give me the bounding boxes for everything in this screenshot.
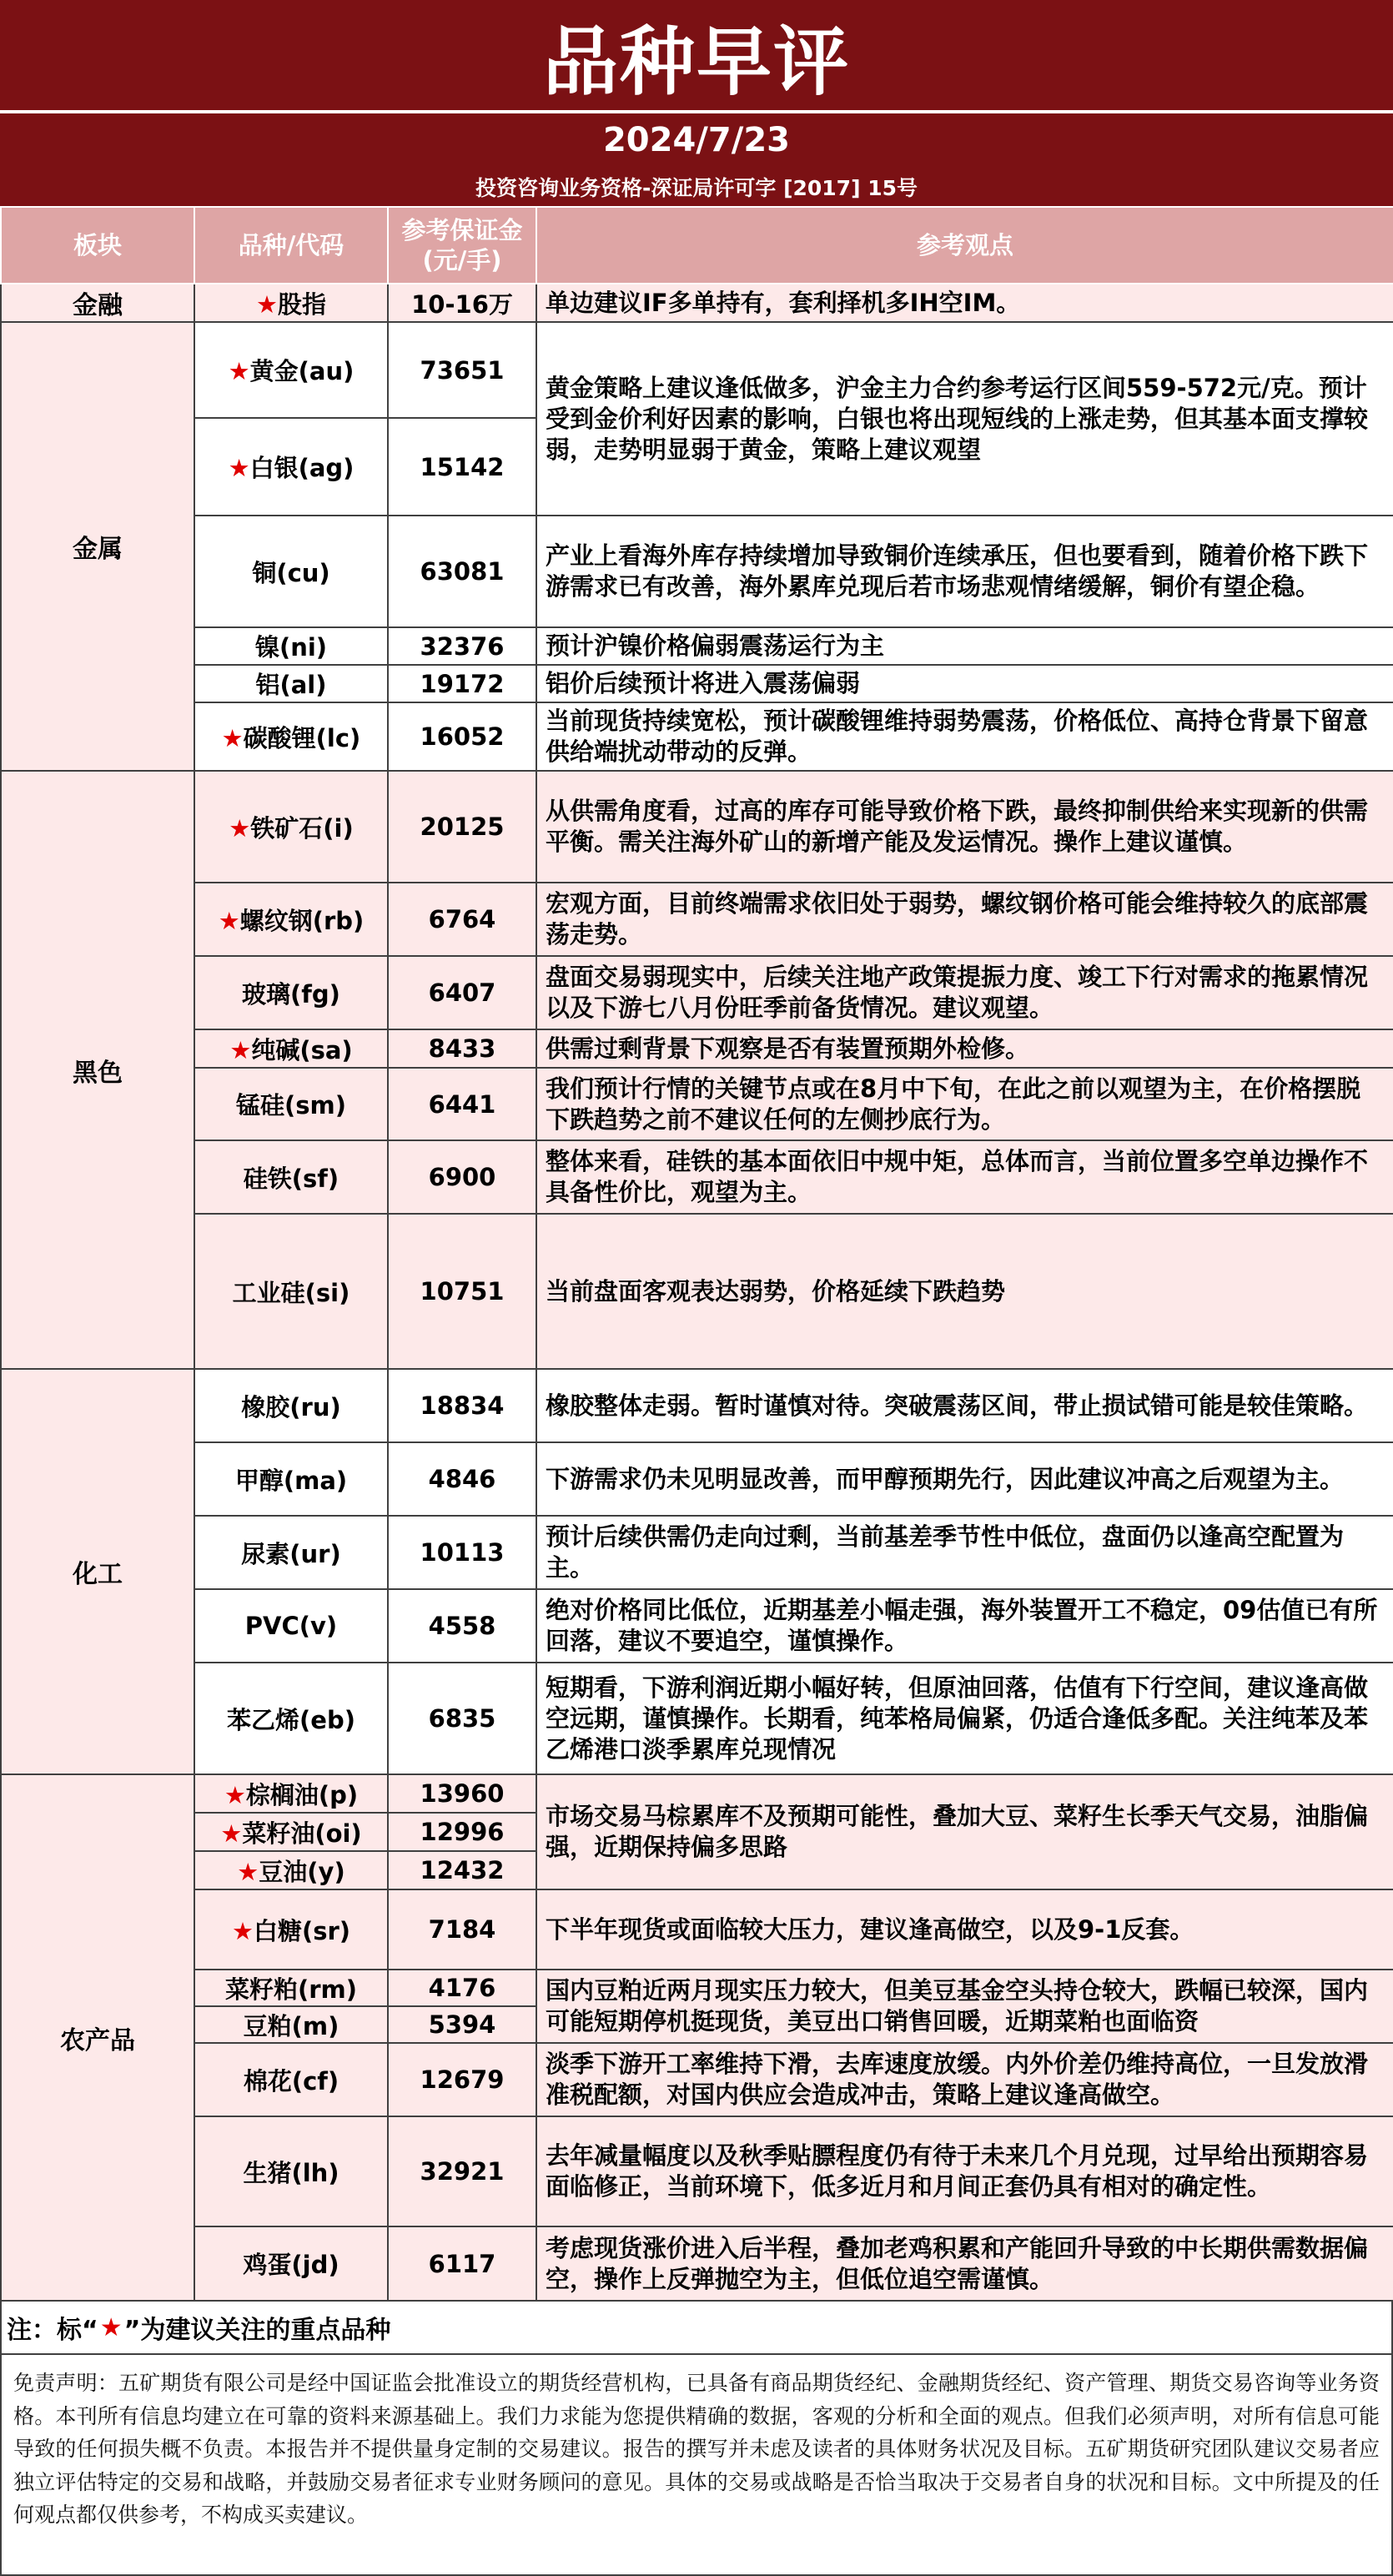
margin-cell: 20125 (388, 771, 536, 883)
view-cell: 去年减量幅度以及秋季贴膘程度仍有待于未来几个月兑现，过早给出预期容易面临修正，当前环境下，低多近月和月间正套仍具有相对的确定性。 (536, 2116, 1393, 2226)
variety-cell: 苯乙烯(eb) (194, 1663, 388, 1774)
margin-cell: 32921 (388, 2116, 536, 2226)
table-row (1, 2116, 1393, 2226)
margin-cell: 12996 (388, 1813, 536, 1851)
variety-cell: ★白糖(sr) (194, 1889, 388, 1970)
margin-cell: 32376 (388, 627, 536, 665)
table-row (1, 883, 1393, 956)
margin-cell: 6764 (388, 883, 536, 956)
view-cell: 供需过剩背景下观察是否有装置预期外检修。 (536, 1029, 1393, 1068)
variety-cell: ★豆油(y) (194, 1851, 388, 1889)
margin-cell: 6835 (388, 1663, 536, 1774)
star-legend-note (0, 2302, 1393, 2355)
table-row (1, 516, 1393, 627)
table-row (1, 627, 1393, 665)
view-cell: 短期看，下游利润近期小幅好转，但原油回落，估值有下行空间，建议逢高做空远期，谨慎操作。长期看，纯苯格局偏紧，仍适合逢低多配。关注纯苯及苯乙烯港口淡季累库兑现情况 (536, 1663, 1393, 1774)
table-row (1, 665, 1393, 702)
variety-cell: 豆粕(m) (194, 2006, 388, 2043)
table-row (1, 1970, 1393, 2006)
variety-cell: 尿素(ur) (194, 1516, 388, 1589)
variety-cell: ★黄金(au) (194, 322, 388, 418)
table-row (1, 284, 1393, 322)
column-header-margin (388, 207, 536, 284)
table-row (1, 1068, 1393, 1140)
view-cell: 整体来看，硅铁的基本面依旧中规中矩，总体而言，当前位置多空单边操作不具备性价比，观望为主。 (536, 1140, 1393, 1214)
variety-cell: 玻璃(fg) (194, 956, 388, 1029)
margin-cell: 4846 (388, 1442, 536, 1516)
variety-cell: ★纯碱(sa) (194, 1029, 388, 1068)
report-date: 2024/7/23 (0, 113, 1393, 167)
view-cell: 预计沪镍价格偏弱震荡运行为主 (536, 627, 1393, 665)
sector-cell: 黑色 (1, 771, 194, 1369)
margin-cell: 13960 (388, 1774, 536, 1813)
margin-header-line2: (元/手) (422, 246, 502, 274)
variety-cell: 铝(al) (194, 665, 388, 702)
margin-cell: 7184 (388, 1889, 536, 1970)
variety-cell: ★棕榈油(p) (194, 1774, 388, 1813)
table-row (1, 1589, 1393, 1663)
margin-cell: 15142 (388, 418, 536, 516)
column-header-view: 参考观点 (536, 207, 1393, 284)
table-row (1, 1516, 1393, 1589)
view-cell: 从供需角度看，过高的库存可能导致价格下跌，最终抑制供给来实现新的供需平衡。需关注海外矿山的新增产能及发运情况。操作上建议谨慎。 (536, 771, 1393, 883)
margin-cell: 5394 (388, 2006, 536, 2043)
variety-cell: ★菜籽油(oi) (194, 1813, 388, 1851)
table-row (1, 1663, 1393, 1774)
margin-cell: 6117 (388, 2226, 536, 2301)
variety-cell: 镍(ni) (194, 627, 388, 665)
view-cell: 下半年现货或面临较大压力，建议逢高做空，以及9-1反套。 (536, 1889, 1393, 1970)
margin-cell: 10751 (388, 1214, 536, 1369)
star-icon: ★ (224, 1780, 246, 1809)
license-line: 投资咨询业务资格-深证局许可字 [2017] 15号 (0, 167, 1393, 206)
view-cell: 铝价后续预计将进入震荡偏弱 (536, 665, 1393, 702)
morning-review-table (0, 206, 1393, 2302)
sector-cell: 农产品 (1, 1774, 194, 2301)
note-prefix: 注：标“ (7, 2316, 98, 2345)
margin-cell: 6441 (388, 1068, 536, 1140)
view-cell: 黄金策略上建议逢低做多，沪金主力合约参考运行区间559-572元/克。预计受到金价利好因素的影响，白银也将出现短线的上涨走势，但其基本面支撑较弱，走势明显弱于黄金，策略上建议观望 (536, 322, 1393, 516)
star-icon: ★ (228, 454, 250, 482)
table-header-row (1, 207, 1393, 284)
variety-cell: 菜籽粕(rm) (194, 1970, 388, 2006)
view-cell: 当前盘面客观表达弱势，价格延续下跌趋势 (536, 1214, 1393, 1369)
variety-cell: ★铁矿石(i) (194, 771, 388, 883)
sector-cell: 金融 (1, 284, 194, 322)
table-row (1, 2043, 1393, 2116)
disclaimer-text: 免责声明：五矿期货有限公司是经中国证监会批准设立的期货经营机构，已具备有商品期货经纪、金融期货经纪、资产管理、期货交易咨询等业务资格。本刊所有信息均建立在可靠的资料来源基础上。我们力求能为您提供精确的数据，客观的分析和全面的观点。但我们必须声明，对所有信息可能导致的任何损失概不负责。本报告并不提供量身定制的交易建议。报告的撰写并未虑及读者的具体财务状况及目标。五矿期货研究团队建议交易者应独立评估特定的交易和战略，并鼓励交易者征求专业财务顾问的意见。具体的交易或战略是否恰当取决于交易者自身的状况和目标。文中所提及的任何观点都仅供参考，不构成买卖建议。 (0, 2355, 1393, 2576)
star-icon: ★ (229, 813, 251, 843)
view-cell: 预计后续供需仍走向过剩，当前基差季节性中低位，盘面仍以逢高空配置为主。 (536, 1516, 1393, 1589)
table-row (1, 956, 1393, 1029)
view-cell: 当前现货持续宽松，预计碳酸锂维持弱势震荡，价格低位、高持仓背景下留意供给端扰动带动的反弹。 (536, 702, 1393, 771)
table-row (1, 1442, 1393, 1516)
page-title: 品种早评 (0, 0, 1393, 112)
variety-cell: 棉花(cf) (194, 2043, 388, 2116)
table-row (1, 2226, 1393, 2301)
margin-cell: 6407 (388, 956, 536, 1029)
view-cell: 市场交易马棕累库不及预期可能性，叠加大豆、菜籽生长季天气交易，油脂偏强，近期保持偏多思路 (536, 1774, 1393, 1889)
view-cell: 盘面交易弱现实中，后续关注地产政策提振力度、竣工下行对需求的拖累情况以及下游七八月份旺季前备货情况。建议观望。 (536, 956, 1393, 1029)
star-icon: ★ (231, 1916, 254, 1945)
star-icon: ★ (220, 1819, 243, 1848)
margin-cell: 12432 (388, 1851, 536, 1889)
margin-cell: 10113 (388, 1516, 536, 1589)
margin-cell: 63081 (388, 516, 536, 627)
table-row (1, 1214, 1393, 1369)
margin-cell: 8433 (388, 1029, 536, 1068)
view-cell: 考虑现货涨价进入后半程，叠加老鸡积累和产能回升导致的中长期供需数据偏空，操作上反弹抛空为主，但低位追空需谨慎。 (536, 2226, 1393, 2301)
variety-cell: 锰硅(sm) (194, 1068, 388, 1140)
margin-cell: 19172 (388, 665, 536, 702)
column-header-variety: 品种/代码 (194, 207, 388, 284)
margin-cell: 16052 (388, 702, 536, 771)
star-icon: ★ (228, 357, 250, 385)
variety-cell: 甲醇(ma) (194, 1442, 388, 1516)
view-cell: 淡季下游开工率维持下滑，去库速度放缓。内外价差仍维持高位，一旦发放滑准税配额，对国内供应会造成冲击，策略上建议逢高做空。 (536, 2043, 1393, 2116)
variety-cell: 工业硅(si) (194, 1214, 388, 1369)
sector-cell: 金属 (1, 322, 194, 771)
variety-cell: ★碳酸锂(lc) (194, 702, 388, 771)
margin-cell: 18834 (388, 1369, 536, 1442)
view-cell: 绝对价格同比低位，近期基差小幅走强，海外装置开工不稳定，09估值已有所回落，建议不要追空，谨慎操作。 (536, 1589, 1393, 1663)
table-row (1, 1369, 1393, 1442)
sector-cell: 化工 (1, 1369, 194, 1774)
margin-header-line1: 参考保证金 (401, 216, 523, 244)
margin-cell: 73651 (388, 322, 536, 418)
star-icon: ★ (229, 1035, 252, 1064)
margin-cell: 6900 (388, 1140, 536, 1214)
star-icon: ★ (218, 906, 240, 935)
variety-cell: 铜(cu) (194, 516, 388, 627)
table-row (1, 1889, 1393, 1970)
variety-cell: 硅铁(sf) (194, 1140, 388, 1214)
table-row (1, 1029, 1393, 1068)
star-icon: ★ (221, 723, 244, 752)
view-cell: 单边建议IF多单持有，套利择机多IH空IM。 (536, 284, 1393, 322)
table-row (1, 1774, 1393, 1813)
star-icon: ★ (255, 289, 278, 319)
note-suffix: ”为建议关注的重点品种 (123, 2316, 391, 2345)
margin-cell: 4558 (388, 1589, 536, 1663)
margin-cell: 4176 (388, 1970, 536, 2006)
table-row (1, 771, 1393, 883)
variety-cell: 生猪(lh) (194, 2116, 388, 2226)
variety-cell: 橡胶(ru) (194, 1369, 388, 1442)
variety-cell: ★股指 (194, 284, 388, 322)
view-cell: 产业上看海外库存持续增加导致铜价连续承压，但也要看到，随着价格下跌下游需求已有改善，海外累库兑现后若市场悲观情绪缓解，铜价有望企稳。 (536, 516, 1393, 627)
variety-cell: ★螺纹钢(rb) (194, 883, 388, 956)
column-header-sector: 板块 (1, 207, 194, 284)
view-cell: 橡胶整体走弱。暂时谨慎对待。突破震荡区间，带止损试错可能是较佳策略。 (536, 1369, 1393, 1442)
view-cell: 宏观方面，目前终端需求依旧处于弱势，螺纹钢价格可能会维持较久的底部震荡走势。 (536, 883, 1393, 956)
variety-cell: ★白银(ag) (194, 418, 388, 516)
table-row (1, 322, 1393, 418)
table-row (1, 702, 1393, 771)
view-cell: 国内豆粕近两月现实压力较大，但美豆基金空头持仓较大，跌幅已较深，国内可能短期停机挺现货，美豆出口销售回暖，近期菜粕也面临资 (536, 1970, 1393, 2043)
margin-cell: 12679 (388, 2043, 536, 2116)
star-icon: ★ (99, 2312, 123, 2342)
view-cell: 下游需求仍未见明显改善，而甲醇预期先行，因此建议冲高之后观望为主。 (536, 1442, 1393, 1516)
star-icon: ★ (237, 1857, 259, 1886)
variety-cell: 鸡蛋(jd) (194, 2226, 388, 2301)
table-row (1, 1140, 1393, 1214)
variety-cell: PVC(v) (194, 1589, 388, 1663)
view-cell: 我们预计行情的关键节点或在8月中下旬，在此之前以观望为主，在价格摆脱下跌趋势之前不建议任何的左侧抄底行为。 (536, 1068, 1393, 1140)
margin-cell: 10-16万 (388, 284, 536, 322)
